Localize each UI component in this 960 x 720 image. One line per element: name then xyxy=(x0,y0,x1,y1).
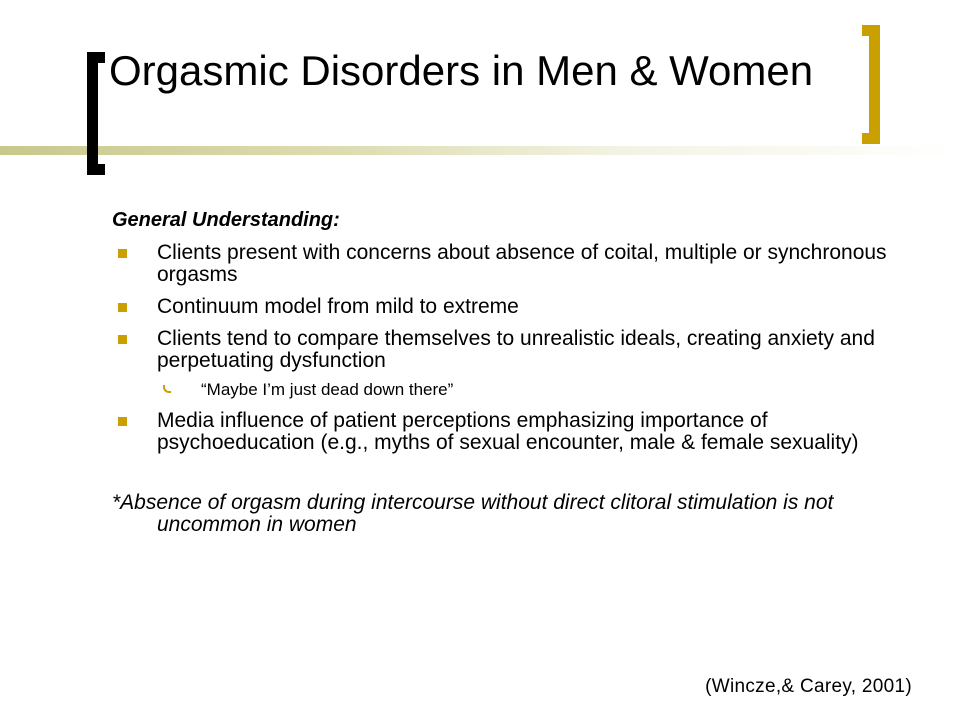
square-bullet-icon xyxy=(118,335,127,344)
bullet-item xyxy=(112,296,912,318)
right-bracket-decoration xyxy=(862,25,880,144)
sub-bullet-text: “Maybe I’m just dead down there” xyxy=(201,380,454,399)
title-rule xyxy=(0,146,960,155)
slide-body xyxy=(112,208,912,557)
bullet-item xyxy=(112,410,912,454)
sub-bullet-list xyxy=(157,380,912,400)
bullet-text: Clients tend to compare themselves to unrealistic ideals, creating anxiety and perpetuating dysfunction xyxy=(157,327,875,372)
citation: (Wincze,& Carey, 2001) xyxy=(705,676,912,697)
footnote: *Absence of orgasm during intercourse without direct clitoral stimulation is not uncommon in women xyxy=(112,491,834,536)
bullet-text: Clients present with concerns about absence of coital, multiple or synchronous orgasms xyxy=(157,241,887,286)
left-bracket-decoration xyxy=(87,52,105,175)
bullet-list xyxy=(112,242,912,454)
slide-title: Orgasmic Disorders in Men & Women xyxy=(109,47,814,94)
subheading: General Understanding: xyxy=(112,209,340,231)
sub-bullet-item xyxy=(157,380,912,400)
square-bullet-icon xyxy=(118,303,127,312)
square-bullet-icon xyxy=(118,249,127,258)
bullet-item xyxy=(112,242,912,286)
bullet-text: Continuum model from mild to extreme xyxy=(157,295,519,318)
hook-bullet-icon xyxy=(163,385,171,393)
bullet-text: Media influence of patient perceptions emphasizing importance of psychoeducation (e.g., myths of sexual encounter, male & female sexuality) xyxy=(157,409,859,454)
square-bullet-icon xyxy=(118,417,127,426)
bullet-item xyxy=(112,328,912,400)
